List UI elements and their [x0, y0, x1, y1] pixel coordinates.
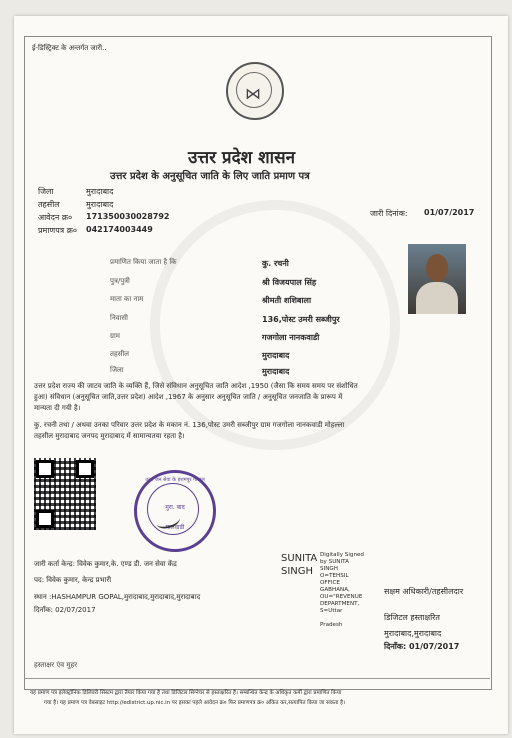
certificate-no-value: 042174003449	[86, 225, 153, 234]
centre-incharge: पद: विवेक कुमार, केन्द्र प्रभारी	[34, 576, 112, 584]
person-district-value: मुरादाबाद	[262, 367, 290, 376]
parent-name: श्री विजयपाल सिंह	[262, 278, 317, 287]
signer-name-line-2: SINGH	[281, 566, 314, 577]
issuer-date: दिनाँक: 02/07/2017	[34, 606, 96, 614]
header-note: ई-डिस्ट्रिक्ट के अन्तर्गत जारी..	[32, 44, 107, 52]
issuing-centre: जारी कर्ता केन्द्र: विवेक कुमार,के. एण्ड डी. जन सेवा केंद्र	[34, 560, 177, 568]
photo-shirt	[416, 282, 458, 314]
authority-digital-sign: डिजिटल हस्ताक्षरित	[384, 613, 440, 622]
government-title: उत्तर प्रदेश शासन	[188, 148, 296, 168]
person-tehsil-label: तहसील	[110, 350, 129, 358]
sig-line: OU="REVENUE	[320, 594, 363, 600]
digital-signature-details	[320, 552, 380, 629]
qr-code	[34, 458, 96, 530]
resident-value: 136,पोस्ट उमरी सब्जीपुर	[262, 315, 340, 324]
fish-bow-icon: ⋈	[245, 84, 261, 103]
certificate-title: उत्तर प्रदेश के अनुसूचित जाति के लिए जाति प्रमाण पत्र	[110, 171, 310, 182]
paragraph-residence-line-1: कु. रचनी तथा / अथवा उनका परिवार उत्तर प्रदेश के मकान नं. 136,पोस्ट उमरी सब्जीपुर ग्राम गजगोला नानकवाडी मोहल्ला	[34, 421, 345, 429]
mother-name: श्रीमती शशिबाला	[262, 296, 312, 305]
certificate-no-label: प्रमाणपत्र क्र०	[38, 226, 77, 235]
district-label: जिला	[38, 187, 54, 196]
certified-label: प्रमाणित किया जाता है कि	[110, 258, 177, 266]
photo-face	[426, 254, 448, 282]
sig-line: by SUNITA	[320, 559, 349, 565]
qr-finder-top-right	[76, 460, 94, 478]
sig-line: GABHANA,	[320, 587, 350, 593]
sig-line	[320, 615, 380, 622]
district-value: मुरादाबाद	[86, 187, 114, 196]
up-emblem-logo	[226, 62, 284, 120]
tehsil-value: मुरादाबाद	[86, 200, 114, 209]
paragraph-caste-line-1: उत्तर प्रदेश राज्य की जाटव जाति के व्यक्ति हैं, जिसे संविधान अनुसूचित जाति आदेश ,1950 (जैसा कि समय समय पर संशोधित	[34, 382, 358, 390]
resident-label: निवासी	[110, 314, 128, 322]
candidate-name: कु. रचनी	[262, 259, 289, 268]
mother-label: माता का नाम	[110, 295, 144, 303]
footer-line-1: यह प्रमाण पत्र इलेक्ट्रॉनिक डिलिवरी सिस्टम द्वारा तैयार किया गया है तथा डिजिटल सिग्नेचर से हस्ताक्षरित है। सम्बन्धित केन्द्र के अधिकृत कर्मी द्वारा प्रमाणित किया	[30, 690, 342, 696]
sig-line: Pradesh	[320, 622, 343, 628]
application-no-value: 171350030028792	[86, 212, 170, 221]
authority-date: दिनाँक: 01/07/2017	[384, 642, 460, 651]
stamp-bottom-text: पालवाडी	[165, 524, 185, 531]
sig-line: OFFICE	[320, 580, 340, 586]
qr-finder-top-left	[36, 460, 54, 478]
issue-date-label: जारी दिनांक:	[370, 209, 408, 218]
watermark-emblem	[150, 200, 400, 450]
stamp-center-text: मुरा. बाद	[165, 504, 185, 511]
footer-divider	[24, 678, 490, 679]
paragraph-caste-line-2: हुआ) संविधान (अनुसूचित जाति,उत्तर प्रदेश) आदेश ,1967 के अनुसार अनुसूचित जाति / अनुसूचित जनजाति के प्रारूप में	[34, 393, 343, 401]
paragraph-caste-line-3: मान्यता दी गयी है।	[34, 404, 81, 412]
tehsil-label: तहसील	[38, 200, 60, 209]
office-stamp	[134, 470, 216, 552]
authority-title: सक्षम अधिकारी/तहसीलदार	[384, 587, 464, 596]
village-value: गजगोला नानकवाडी	[262, 333, 320, 342]
sig-line: Digitally Signed	[320, 552, 364, 558]
person-tehsil-value: मुरादाबाद	[262, 351, 290, 360]
person-district-label: जिला	[110, 366, 124, 374]
paragraph-residence-line-2: तहसील मुरादाबाद जनपद मुरादाबाद में सामान्यतया रहता है।	[34, 432, 185, 440]
qr-finder-bottom-left	[36, 510, 54, 528]
stamp-ring-text: उत्तर जन सेवा के हशमपुर गोपाल	[145, 477, 205, 483]
issue-date-value: 01/07/2017	[424, 208, 475, 217]
village-label: ग्राम	[110, 332, 120, 340]
signer-name-line-1: SUNITA	[281, 553, 318, 564]
sig-line: O=TEHSIL	[320, 573, 349, 579]
authority-place: मुरादाबाद,मुरादाबाद	[384, 629, 442, 638]
signature-seal-label: हस्ताक्षर एंव मुहर	[34, 661, 78, 669]
application-no-label: आवेदन क्र०	[38, 213, 73, 222]
issue-place: स्थान :HASHAMPUR GOPAL,मुरादाबाद,मुरादाबाद,मुरादाबाद	[34, 593, 201, 601]
sig-line: S=Uttar	[320, 608, 343, 614]
sig-line: DEPARTMENT,	[320, 601, 360, 607]
sig-line: SINGH	[320, 566, 338, 572]
candidate-photo	[408, 244, 466, 314]
footer-line-2: गया है। यह प्रमाण पत्र वेबसाइट http://edistrict.up.nic.in पर इसका पहले आवेदन क्र० फिर प्रमाणपत्र क्र० अंकित कर,सत्यापित किया जा सकता है।	[44, 700, 346, 706]
parent-label: पुत्र/पुत्री	[110, 277, 130, 285]
